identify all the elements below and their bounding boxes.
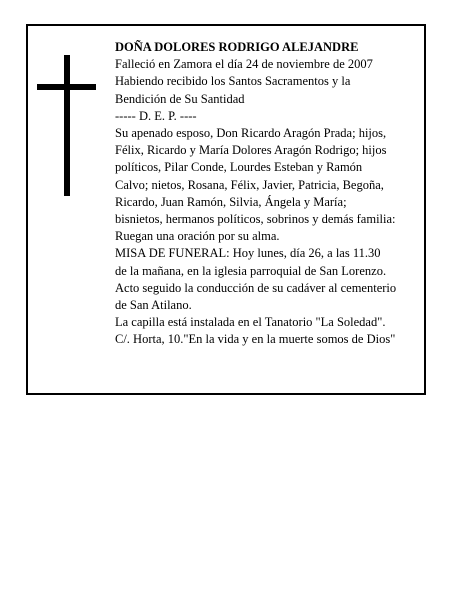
death-notice: Falleció en Zamora el día 24 de noviembre de 2007 Habiendo recibido los Santos Sacramentos y la Bendición de Su Santidad bbox=[115, 57, 373, 106]
family-paragraph: Su apenado esposo, Don Ricardo Aragón Prada; hijos, Félix, Ricardo y María Dolores Aragón Rodrigo; hijos políticos, Pilar Conde, Lourdes Esteban y Ramón Calvo; nietos, Rosana, Félix, Javier, Patricia, Begoña, Ricardo, Juan Ramón, Silvia, Ángela y María; bisnietos, hermanos políticos, sobrinos y demás familia: Ruegan una oración por su alma. bbox=[115, 126, 396, 244]
deceased-name: DOÑA DOLORES RODRIGO ALEJANDRE bbox=[115, 40, 359, 54]
cross-vertical-bar bbox=[64, 55, 70, 196]
dep-line: ----- D. E. P. ---- bbox=[115, 108, 197, 123]
obituary-text bbox=[115, 39, 427, 349]
cross-horizontal-bar bbox=[37, 84, 96, 90]
funeral-paragraph: MISA DE FUNERAL: Hoy lunes, día 26, a las 11.30 de la mañana, en la iglesia parroquial de San Lorenzo. Acto seguido la conducción de su cadáver al cementerio de San Atilano. bbox=[115, 246, 397, 313]
chapel-paragraph: La capilla está instalada en el Tanatorio "La Soledad". C/. Horta, 10."En la vida y en la muerte somos de Dios" bbox=[115, 315, 396, 347]
